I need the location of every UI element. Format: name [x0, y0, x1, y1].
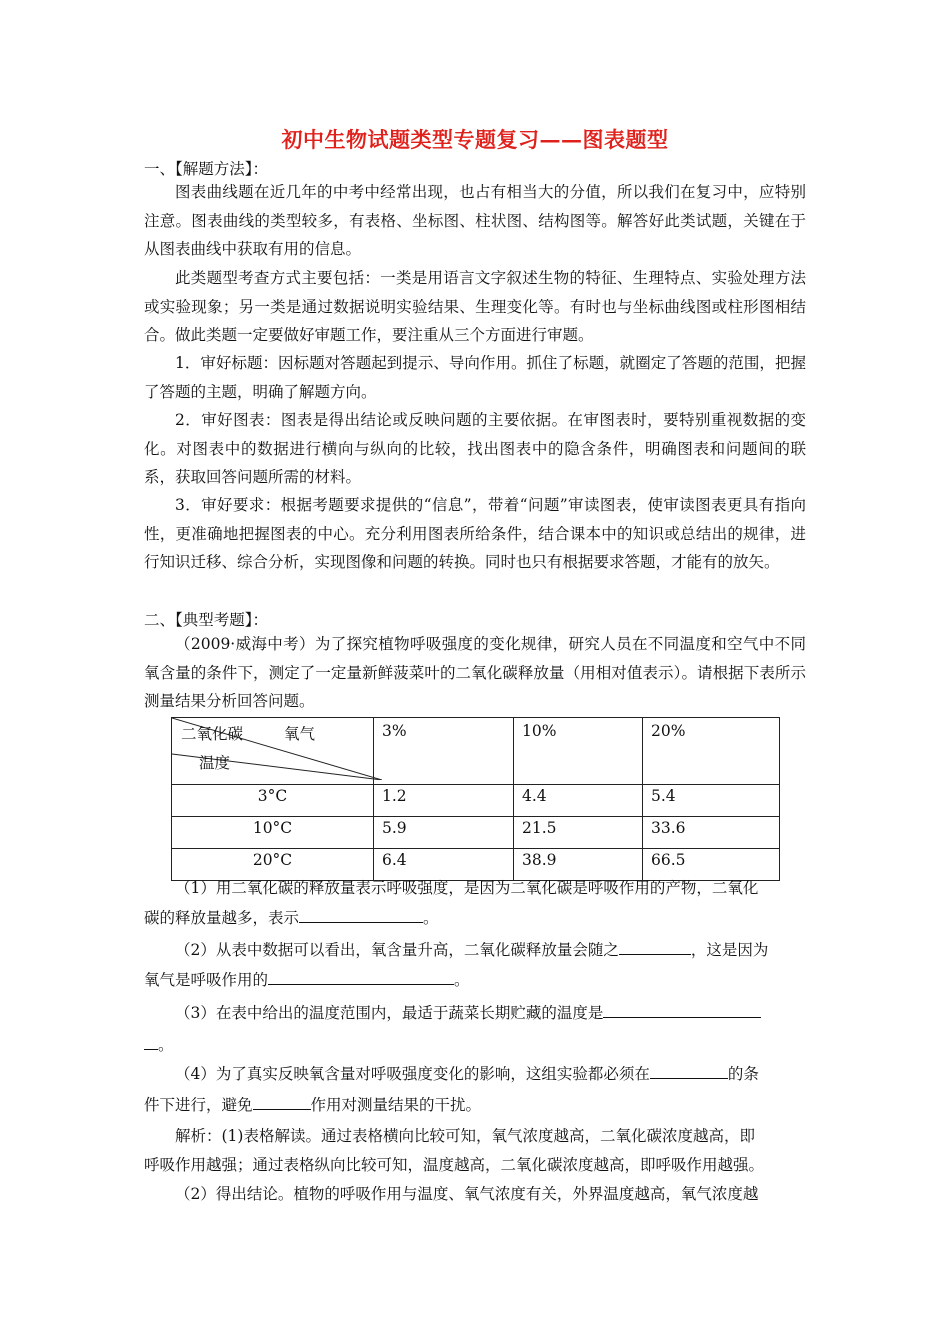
corner-label-co2: 二氧化碳 [181, 725, 244, 743]
data-table [171, 717, 780, 881]
table-cell: 33.6 [643, 817, 780, 849]
answer-blank[interactable] [253, 1093, 311, 1110]
answer-blank[interactable] [268, 968, 454, 985]
question-4-line-1 [175, 1062, 759, 1084]
table-cell: 4.4 [514, 785, 643, 817]
question-1-line-2 [144, 906, 439, 928]
paragraph-example-intro: （2009·威海中考）为了探究植物呼吸强度的变化规律，研究人员在不同温度和空气中不同氧含量的条件下，测定了一定量新鲜菠菜叶的二氧化碳释放量（用相对值表示）。请根据下表所示测量结果分析回答问题。 [144, 635, 806, 710]
question-1-text: 碳的释放量越多，表示 [144, 909, 300, 927]
table-cell: 5.4 [643, 785, 780, 817]
table-row [172, 817, 780, 849]
question-2-line-2 [144, 968, 470, 990]
answer-blank[interactable] [144, 1033, 158, 1050]
row-label: 3°C [172, 785, 374, 817]
question-1-line-1: （1）用二氧化碳的释放量表示呼吸强度，是因为二氧化碳是呼吸作用的产物，二氧化 [175, 879, 759, 897]
question-2-line-1 [175, 938, 768, 960]
question-3-end: 。 [158, 1036, 174, 1054]
question-2-text: （2）从表中数据可以看出，氧含量升高，二氧化碳释放量会随之 [175, 941, 619, 959]
question-3-line-2 [144, 1033, 174, 1055]
table-cell: 6.4 [374, 849, 514, 881]
paragraph-step-title: 1．审好标题：因标题对答题起到提示、导向作用。抓住了标题，就圈定了答题的范围，把握了答题的主题，明确了解题方向。 [144, 354, 806, 401]
table-cell: 1.2 [374, 785, 514, 817]
document-title: 初中生物试题类型专题复习——图表题型 [281, 127, 669, 152]
question-2-text-3: 氧气是呼吸作用的 [144, 971, 269, 989]
table-cell: 66.5 [643, 849, 780, 881]
corner-label-temperature: 温度 [199, 754, 231, 772]
answer-blank[interactable] [299, 906, 423, 923]
table-header-row [172, 718, 780, 785]
question-4-text: （4）为了真实反映氧含量对呼吸强度变化的影响，这组实验都必须在 [175, 1065, 650, 1083]
table-cell: 5.9 [374, 817, 514, 849]
column-header: 20% [643, 718, 780, 785]
column-header: 3% [374, 718, 514, 785]
analysis-line-3: （2）得出结论。植物的呼吸作用与温度、氧气浓度有关，外界温度越高，氧气浓度越 [175, 1185, 759, 1203]
question-4-line-2 [144, 1093, 481, 1115]
table-cell: 21.5 [514, 817, 643, 849]
paragraph-question-types: 此类题型考查方式主要包括：一类是用语言文字叙述生物的特征、生理特点、实验处理方法或实验现象；另一类是通过数据说明实验结果、生理变化等。有时也与坐标曲线图或柱形图相结合。做此类题一定要做好审题工作，要注重从三个方面进行审题。 [144, 269, 806, 344]
paragraph-intro: 图表曲线题在近几年的中考中经常出现，也占有相当大的分值，所以我们在复习中，应特别注意。图表曲线的类型较多，有表格、坐标图、柱状图、结构图等。解答好此类试题，关键在于从图表曲线中获取有用的信息。 [144, 183, 806, 258]
section-heading-examples: 二、【典型考题】： [144, 611, 269, 629]
paragraph-step-chart: 2．审好图表：图表是得出结论或反映问题的主要依据。在审图表时，要特别重视数据的变化。对图表中的数据进行横向与纵向的比较，找出图表中的隐含条件，明确图表和问题间的联系，获取回答问题所需的材料。 [144, 411, 806, 486]
question-2-text-2: ，这是因为 [690, 941, 769, 959]
question-1-end: 。 [423, 909, 439, 927]
answer-blank[interactable] [650, 1062, 728, 1079]
question-4-text-2: 的条 [727, 1065, 759, 1083]
analysis-line-1: 解析：(1)表格解读。通过表格横向比较可知，氧气浓度越高，二氧化碳浓度越高，即 [175, 1127, 755, 1145]
paragraph-step-requirements: 3．审好要求：根据考题要求提供的“信息”，带着“问题”审读图表，使审读图表更具有指向性，更准确地把握图表的中心。充分利用图表所给条件，结合课本中的知识或总结出的规律，进行知识迁移、综合分析，实现图像和问题的转换。同时也只有根据要求答题，才能有的放矢。 [144, 496, 806, 571]
table-corner-cell [172, 718, 374, 785]
answer-blank[interactable] [619, 938, 691, 955]
question-3-line-1 [175, 1001, 761, 1023]
analysis-line-2: 呼吸作用越强；通过表格纵向比较可知，温度越高，二氧化碳浓度越高，即呼吸作用越强。 [144, 1156, 765, 1174]
row-label: 10°C [172, 817, 374, 849]
answer-blank[interactable] [603, 1001, 761, 1018]
question-3-text: （3）在表中给出的温度范围内，最适于蔬菜长期贮藏的温度是 [175, 1004, 604, 1022]
question-2-end: 。 [454, 971, 470, 989]
corner-label-oxygen: 氧气 [284, 725, 316, 743]
question-4-text-3: 件下进行，避免 [144, 1096, 253, 1114]
table-row [172, 785, 780, 817]
column-header: 10% [514, 718, 643, 785]
table-cell: 38.9 [514, 849, 643, 881]
section-heading-methods: 一、【解题方法】： [144, 160, 269, 178]
row-label: 20°C [172, 849, 374, 881]
question-4-end: 作用对测量结果的干扰。 [310, 1096, 482, 1114]
